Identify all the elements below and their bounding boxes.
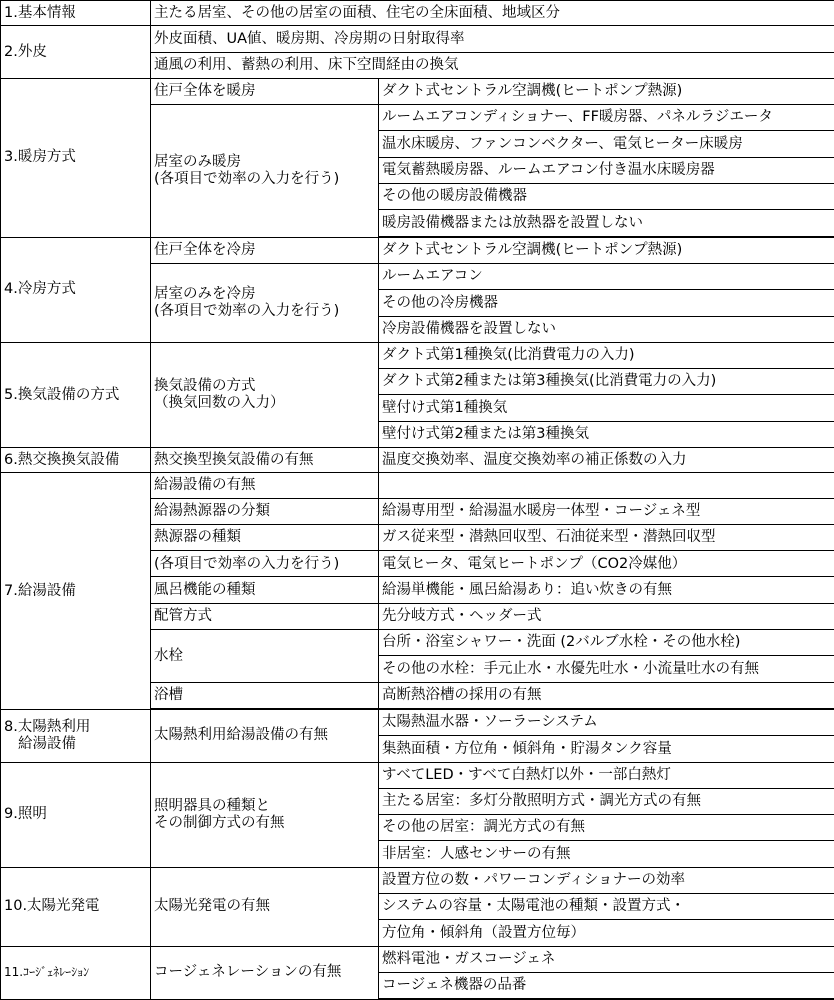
sub-ventilation [151,342,379,447]
sub-ventilation-line-1: 換気設備の方式 [154,378,256,395]
detail-hot-water-bath-function: 給湯単機能・風呂給湯あり：追い炊きの有無 [379,577,834,603]
detail-heating-whole: ダクト式セントラル空調機(ヒートポンプ熱源) [379,78,834,104]
detail-pv-1: 設置方位の数・パワーコンディショナーの効率 [379,867,834,893]
detail-cogen-2: コージェネ機器の品番 [379,972,834,999]
sub-ventilation-line-2: （換気回数の入力） [154,394,285,411]
detail-ventilation-3: 壁付け式第1種換気 [379,395,834,421]
sub-hot-water-bathtub: 浴槽 [151,682,379,708]
category-solar-thermal-line-1: 8.太陽熱利用 [4,719,91,736]
category-envelope: 2.外皮 [1,26,151,79]
detail-solar-thermal-1: 太陽熱温水器・ソーラーシステム [379,709,834,735]
category-solar-thermal-line-2: 給湯設備 [18,735,76,752]
category-hot-water: 7.給湯設備 [1,473,151,710]
table-row [1,709,834,735]
detail-lighting-1: すべてLED・すべて白熱灯以外・一部白熱灯 [379,762,834,788]
detail-basic: 主たる居室、その他の居室の面積、住宅の全床面積、地域区分 [151,1,834,26]
detail-lighting-2: 主たる居室：多灯分散照明方式・調光方式の有無 [379,788,834,814]
category-heat-exchange: 6.熱交換換気設備 [1,448,151,473]
detail-hot-water-source-type-1: ガス従来型・潜熱回収型、石油従来型・潜熱回収型 [379,524,834,550]
detail-heating-room-3: 電気蓄熱暖房器、ルームエアコン付き温水床暖房器 [379,157,834,183]
sub-hot-water-presence: 給湯設備の有無 [151,473,379,498]
sub-heating-room-line-2: (各項目で効率の入力を行う) [154,170,340,187]
table-row [1,762,834,788]
category-pv: 10.太陽光発電 [1,867,151,946]
detail-ventilation-2: ダクト式第2種または第3種換気(比消費電力の入力) [379,369,834,395]
detail-cooling-room-3: 冷房設備機器を設置しない [379,316,834,342]
category-cooling: 4.冷房方式 [1,237,151,342]
table-row [1,78,834,104]
category-lighting: 9.照明 [1,762,151,867]
detail-pv-2: システムの容量・太陽電池の種類・設置方式・ [379,894,834,920]
detail-cooling-whole: ダクト式セントラル空調機(ヒートポンプ熱源) [379,237,834,263]
sub-cooling-room-line-2: (各項目で効率の入力を行う) [154,302,340,319]
detail-cogen-1: 燃料電池・ガスコージェネ [379,946,834,972]
detail-cooling-room-1: ルームエアコン [379,263,834,289]
table-row [1,946,834,972]
detail-heating-room-4: その他の暖房設備機器 [379,184,834,210]
detail-ventilation-4: 壁付け式第2種または第3種換気 [379,421,834,447]
sub-solar-thermal: 太陽熱利用給湯設備の有無 [151,709,379,762]
category-heating: 3.暖房方式 [1,78,151,237]
sub-cogen: コージェネレーションの有無 [151,946,379,999]
table-row [1,448,834,473]
sub-lighting [151,762,379,867]
sub-cooling-whole: 住戸全体を冷房 [151,237,379,263]
detail-heating-room-2: 温水床暖房、ファンコンベクター、電気ヒーター床暖房 [379,131,834,157]
detail-hot-water-piping: 先分岐方式・ヘッダー式 [379,603,834,629]
sub-hot-water-source-type-1: 熱源器の種類 [151,524,379,550]
category-solar-thermal [1,709,151,762]
detail-ventilation-1: ダクト式第1種換気(比消費電力の入力) [379,342,834,368]
table-row [1,473,834,498]
table-row [1,867,834,893]
detail-hot-water-faucet-2: その他の水栓：手元止水・水優先吐水・小流量吐水の有無 [379,656,834,682]
detail-hot-water-faucet-1: 台所・浴室シャワー・洗面 (2バルブ水栓・その他水栓) [379,630,834,656]
sub-heat-exchange: 熱交換型換気設備の有無 [151,448,379,473]
sub-heating-room-line-1: 居室のみ暖房 [154,154,241,171]
category-basic: 1.基本情報 [1,1,151,26]
detail-hot-water-source-class: 給湯専用型・給湯温水暖房一体型・コージェネ型 [379,498,834,524]
detail-heating-room-1: ルームエアコンディショナー、FF暖房器、パネルラジエータ [379,105,834,131]
sub-lighting-line-1: 照明器具の種類と [154,797,270,814]
detail-hot-water-source-type-2: 電気ヒータ、電気ヒートポンプ（CO2冷媒他） [379,551,834,577]
category-cogen: 11.ｺｰｼﾞｪﾈﾚｰｼｮﾝ [1,946,151,999]
sub-hot-water-bath-function: 風呂機能の種類 [151,577,379,603]
sub-cooling-room-line-1: 居室のみを冷房 [154,286,256,303]
table-row [1,342,834,368]
sub-lighting-line-2: その制御方式の有無 [154,814,285,831]
sub-cooling-room [151,263,379,342]
detail-hot-water-presence [379,473,834,498]
sub-hot-water-source-class: 給湯熱源器の分類 [151,498,379,524]
table-row [1,237,834,263]
sub-pv: 太陽光発電の有無 [151,867,379,946]
detail-hot-water-bathtub: 高断熱浴槽の採用の有無 [379,682,834,708]
sub-hot-water-piping: 配管方式 [151,603,379,629]
sub-heating-room [151,105,379,237]
detail-lighting-3: その他の居室：調光方式の有無 [379,815,834,841]
sub-hot-water-source-type-2: (各項目で効率の入力を行う) [151,551,379,577]
sub-heating-whole: 住戸全体を暖房 [151,78,379,104]
detail-envelope-2: 通風の利用、蓄熱の利用、床下空間経由の換気 [151,52,834,78]
table-row [1,1,834,26]
detail-lighting-4: 非居室：人感センサーの有無 [379,841,834,867]
detail-solar-thermal-2: 集熱面積・方位角・傾斜角・貯湯タンク容量 [379,736,834,762]
detail-heat-exchange: 温度交換効率、温度交換効率の補正係数の入力 [379,448,834,473]
detail-envelope-1: 外皮面積、UA値、暖房期、冷房期の日射取得率 [151,26,834,52]
sub-hot-water-faucet: 水栓 [151,630,379,683]
category-ventilation: 5.換気設備の方式 [1,342,151,447]
table-row [1,26,834,52]
detail-cooling-room-2: その他の冷房機器 [379,290,834,316]
detail-heating-room-5: 暖房設備機器または放熱器を設置しない [379,210,834,236]
detail-pv-3: 方位角・傾斜角（設置方位毎） [379,920,834,946]
